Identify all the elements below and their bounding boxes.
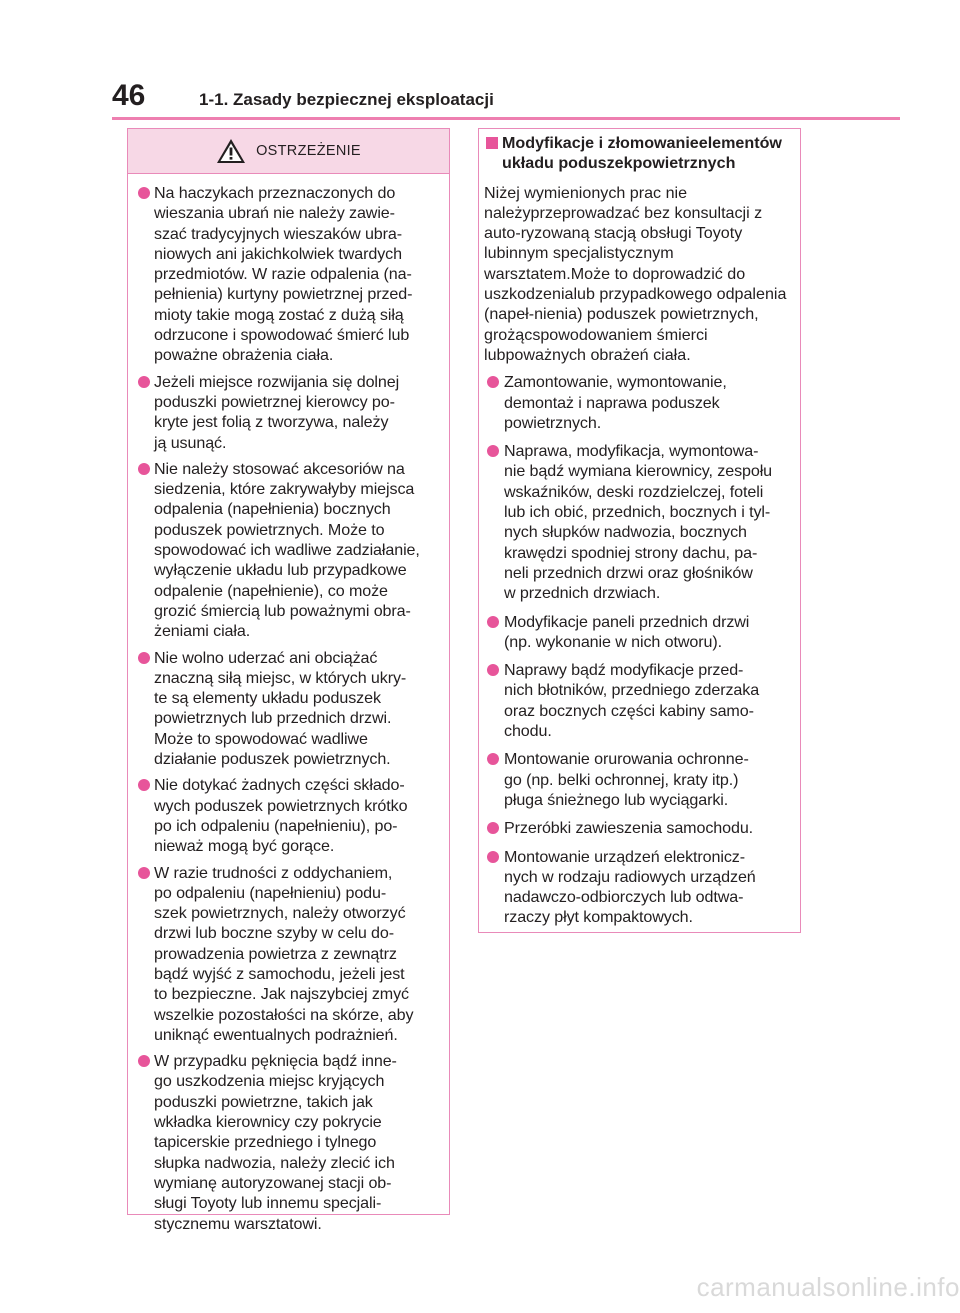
text-line: przedmiotów. W razie odpalenia (na- bbox=[154, 265, 412, 284]
text-line: przeprowadzać bez konsultacji z auto- bbox=[484, 203, 763, 243]
list-item bbox=[484, 372, 795, 433]
info-list bbox=[484, 372, 795, 927]
text-line: powietrznych lub przednich drzwi. bbox=[154, 709, 392, 728]
text-line: nie bądź wymiana kierownicy, zespołu bbox=[504, 462, 773, 481]
text-line: wych poduszek powietrznych krótko bbox=[154, 796, 408, 815]
text-line: mioty takie mogą zostać z dużą siłą bbox=[154, 305, 404, 324]
text-line: nienia) poduszek powietrznych, grożąc bbox=[484, 305, 759, 344]
bullet-dot-icon bbox=[138, 1055, 150, 1067]
page-number: 46 bbox=[112, 79, 146, 112]
text-line: Niżej wymienionych prac nie należy bbox=[484, 183, 688, 222]
list-item bbox=[134, 459, 443, 642]
text-line: pługa śnieżnego lub wyciągarki. bbox=[504, 790, 729, 809]
text-line: słupka nadwozia, należy zlecić ich bbox=[154, 1153, 395, 1172]
text-line: W razie trudności z oddychaniem, bbox=[154, 863, 393, 882]
text-line: poduszek powietrznych. Może to bbox=[154, 520, 385, 539]
watermark: carmanualsonline.info bbox=[696, 1272, 960, 1302]
text-line: sługi Toyoty lub innemu specjali- bbox=[154, 1194, 382, 1213]
warning-title: OSTRZEŻENIE bbox=[256, 143, 361, 159]
bullet-dot-icon bbox=[487, 753, 499, 765]
text-line: nadawczo-odbiorczych lub odtwa- bbox=[504, 888, 744, 907]
text-line: powietrznych bbox=[632, 154, 736, 173]
text-line: uniknąć ewentualnych podrażnień. bbox=[154, 1025, 398, 1044]
bullet-dot-icon bbox=[487, 376, 499, 388]
text-line: odpalenie (napełnienie), co może bbox=[154, 581, 388, 600]
warning-body bbox=[128, 174, 449, 1234]
text-line: drzwi lub boczne szyby w celu do- bbox=[154, 924, 395, 943]
text-line: szać tradycyjnych wieszaków ubra- bbox=[154, 224, 403, 243]
text-line: wyłączenie układu lub przypadkowe bbox=[154, 561, 407, 580]
list-item bbox=[134, 183, 443, 366]
text-line: Zamontowanie, wymontowanie, bbox=[504, 373, 727, 392]
text-line: Może to doprowadzić do uszkodzenia bbox=[484, 264, 746, 304]
info-box bbox=[478, 128, 801, 933]
text-line: poduszki powietrznej kierowcy po- bbox=[154, 392, 395, 411]
text-line: spowodować ich wadliwe zadziałanie, bbox=[154, 541, 420, 560]
text-line: wymianę autoryzowanej stacji ob- bbox=[154, 1173, 392, 1192]
text-line: po odpaleniu (napełnieniu) podu- bbox=[154, 883, 387, 902]
list-item bbox=[484, 847, 795, 928]
text-line: bądź wyjść z samochodu, jeżeli jest bbox=[154, 964, 405, 983]
text-line: poważnych obrażeń ciała. bbox=[505, 345, 691, 364]
text-line: te są elementy układu poduszek bbox=[154, 689, 381, 708]
text-line: tapicerskie przedniego i tylnego bbox=[154, 1133, 377, 1152]
header-rule bbox=[112, 117, 900, 120]
list-item bbox=[484, 818, 795, 838]
text-line: poważne obrażenia ciała. bbox=[154, 346, 334, 365]
list-item bbox=[484, 749, 795, 810]
text-line: W przypadku pęknięcia bądź inne- bbox=[154, 1052, 397, 1071]
text-line: chodu. bbox=[504, 722, 552, 741]
page-header bbox=[112, 79, 494, 119]
text-line: ryzowaną stacją obsługi Toyoty lub bbox=[484, 224, 743, 263]
text-line: grozić śmiercią lub poważnymi obra- bbox=[154, 601, 411, 620]
bullet-dot-icon bbox=[487, 616, 499, 628]
text-line: wskaźników, deski rozdzielczej, foteli bbox=[504, 482, 764, 501]
text-line: demontaż i naprawa poduszek bbox=[504, 393, 720, 412]
info-intro bbox=[484, 183, 795, 366]
text-line: odrzucone i spowodować śmierć lub bbox=[154, 326, 410, 345]
warning-header bbox=[128, 129, 449, 174]
text-line: odpalenia (napełnienia) bocznych bbox=[154, 500, 391, 519]
text-line: Naprawa, modyfikacja, wymontowa- bbox=[504, 442, 759, 461]
text-line: Modyfikacje i złomowanie bbox=[502, 134, 699, 152]
text-line: Nie należy stosować akcesoriów na bbox=[154, 459, 405, 478]
text-line: w przednich drzwiach. bbox=[504, 584, 661, 603]
text-line: elementów układu poduszek bbox=[502, 134, 782, 173]
bullet-dot-icon bbox=[487, 851, 499, 863]
text-line: nieważ mogą być gorące. bbox=[154, 837, 335, 856]
bullet-dot-icon bbox=[138, 867, 150, 879]
text-line: spowodowaniem śmierci lub bbox=[484, 325, 708, 364]
text-line: Naprawy bądź modyfikacje przed- bbox=[504, 661, 744, 680]
text-line: Modyfikacje paneli przednich drzwi bbox=[504, 612, 750, 631]
list-item bbox=[134, 372, 443, 453]
text-line: ją usunąć. bbox=[154, 433, 227, 452]
text-line: wieszania ubrań nie należy zawie- bbox=[154, 204, 395, 223]
text-line: wszelkie pozostałości na skórze, aby bbox=[154, 1005, 414, 1024]
warning-triangle-icon bbox=[216, 138, 246, 164]
text-line: to bezpieczne. Jak najszybciej zmyć bbox=[154, 985, 410, 1004]
text-line: go uszkodzenia miejsc kryjących bbox=[154, 1072, 385, 1091]
list-item bbox=[134, 775, 443, 856]
text-line: neli przednich drzwi oraz głośników bbox=[504, 563, 753, 582]
warning-box bbox=[127, 128, 450, 1233]
bullet-dot-icon bbox=[138, 463, 150, 475]
text-line: Montowanie orurowania ochronne- bbox=[504, 750, 749, 769]
list-item bbox=[134, 648, 443, 770]
bullet-dot-icon bbox=[138, 652, 150, 664]
text-line: poduszki powietrzne, takich jak bbox=[154, 1092, 373, 1111]
text-line: krawędzi spodniej strony dachu, pa- bbox=[504, 543, 758, 562]
text-line: Nie dotykać żadnych części składo- bbox=[154, 776, 405, 795]
text-line: pełnienia) kurtyny powietrznej przed- bbox=[154, 285, 413, 304]
list-item bbox=[484, 660, 795, 741]
text-line: szek powietrznych, należy otworzyć bbox=[154, 904, 406, 923]
list-item bbox=[484, 612, 795, 653]
text-line: kryte jest folią z tworzywa, należy bbox=[154, 413, 389, 432]
text-line: Jeżeli miejsce rozwijania się dolnej bbox=[154, 372, 400, 391]
text-line: wkładka kierownicy czy pokrycie bbox=[154, 1113, 382, 1132]
text-line: rzaczy płyt kompaktowych. bbox=[504, 908, 693, 927]
bullet-dot-icon bbox=[138, 187, 150, 199]
square-bullet-icon bbox=[486, 137, 498, 149]
text-line: prowadzenia powietrza z zewnątrz bbox=[154, 944, 397, 963]
text-line: nych słupków nadwozia, bocznych bbox=[504, 523, 747, 542]
text-line: Może to spowodować wadliwe bbox=[154, 729, 368, 748]
text-line: nich błotników, przedniego zderzaka bbox=[504, 681, 760, 700]
text-line: (np. wykonanie w nich otworu). bbox=[504, 632, 722, 651]
text-line: lub przypadkowego odpalenia (napeł- bbox=[484, 285, 787, 324]
text-line: Na haczykach przeznaczonych do bbox=[154, 184, 396, 202]
list-item bbox=[134, 1051, 443, 1234]
text-line: po ich odpaleniu (napełnieniu), po- bbox=[154, 816, 398, 835]
info-heading bbox=[484, 133, 795, 174]
text-line: oraz bocznych części kabiny samo- bbox=[504, 701, 754, 720]
text-line: stycznemu warsztatowi. bbox=[154, 1214, 322, 1233]
text-line: powietrznych. bbox=[504, 413, 602, 432]
text-line: działanie poduszek powietrznych. bbox=[154, 750, 391, 769]
text-line: niowych ani jakichkolwiek twardych bbox=[154, 244, 402, 263]
text-line: Nie wolno uderzać ani obciążać bbox=[154, 648, 378, 667]
bullet-dot-icon bbox=[138, 779, 150, 791]
list-item bbox=[134, 863, 443, 1046]
bullet-dot-icon bbox=[487, 822, 499, 834]
text-line: znaczną siłą miejsc, w których ukry- bbox=[154, 668, 407, 687]
text-line: go (np. belki ochronnej, kraty itp.) bbox=[504, 770, 739, 789]
text-line: innym specjalistycznym warsztatem. bbox=[484, 244, 674, 283]
text-line: Przeróbki zawieszenia samochodu. bbox=[504, 819, 754, 838]
bullet-dot-icon bbox=[138, 376, 150, 388]
text-line: żeniami ciała. bbox=[154, 622, 251, 641]
text-line: lub ich obić, przednich, bocznych i tyl- bbox=[504, 503, 771, 522]
bullet-dot-icon bbox=[487, 445, 499, 457]
bullet-dot-icon bbox=[487, 664, 499, 676]
text-line: siedzenia, które zakrywałyby miejsca bbox=[154, 480, 415, 499]
list-item bbox=[484, 441, 795, 603]
section-title: 1-1. Zasady bezpiecznej eksploatacji bbox=[199, 90, 494, 109]
text-line: nych w rodzaju radiowych urządzeń bbox=[504, 867, 756, 886]
text-line: Montowanie urządzeń elektronicz- bbox=[504, 847, 746, 866]
